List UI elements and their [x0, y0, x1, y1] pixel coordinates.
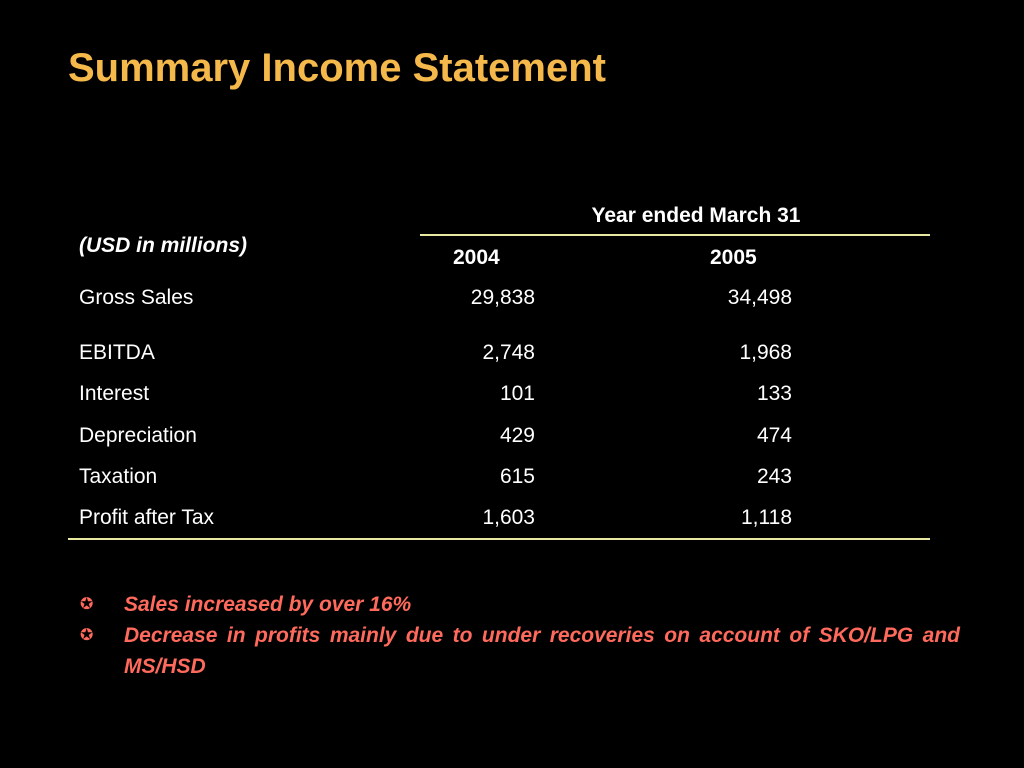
row-label: EBITDA	[79, 341, 155, 364]
bullet-item	[80, 620, 960, 682]
bullet-text: Sales increased by over 16%	[124, 593, 412, 616]
table-bottom-rule	[68, 538, 930, 540]
row-value-2004: 2,748	[482, 341, 535, 364]
row-label: Gross Sales	[79, 286, 194, 309]
row-value-2005: 1,968	[739, 341, 792, 364]
bullet-list	[80, 589, 960, 682]
period-header-rule	[420, 234, 930, 236]
row-value-2005: 133	[756, 382, 792, 405]
period-header-text: Year ended March 31	[591, 204, 801, 227]
table-row	[68, 341, 930, 369]
row-value-2004: 1,603	[482, 506, 535, 529]
table-row	[68, 424, 930, 452]
bullet-item	[80, 589, 960, 620]
row-value-2004: 101	[499, 382, 535, 405]
circled-star-icon: ✪	[80, 596, 94, 613]
table-row	[68, 382, 930, 410]
row-value-2005: 243	[756, 465, 792, 488]
row-value-2004: 615	[499, 465, 535, 488]
row-value-2005: 474	[756, 424, 792, 447]
row-label: Depreciation	[79, 424, 197, 447]
period-header	[420, 204, 930, 228]
slide-title: Summary Income Statement	[68, 46, 606, 90]
row-label: Profit after Tax	[79, 506, 215, 529]
table-row	[68, 286, 930, 314]
units-label: (USD in millions)	[79, 234, 247, 257]
circled-star-icon: ✪	[80, 627, 94, 644]
table-row	[68, 506, 930, 534]
row-value-2004: 29,838	[470, 286, 535, 309]
table-row	[68, 465, 930, 493]
income-statement-table	[68, 196, 930, 542]
column-header-2005: 2005	[710, 246, 757, 269]
row-label: Taxation	[79, 465, 158, 488]
column-header-2004: 2004	[453, 246, 500, 269]
row-value-2005: 34,498	[727, 286, 792, 309]
row-label: Interest	[79, 382, 150, 405]
row-value-2004: 429	[499, 424, 535, 447]
row-value-2005: 1,118	[741, 506, 792, 529]
bullet-text: Decrease in profits mainly due to under recoveries on account of SKO/LPG and MS/HSD	[124, 624, 960, 678]
